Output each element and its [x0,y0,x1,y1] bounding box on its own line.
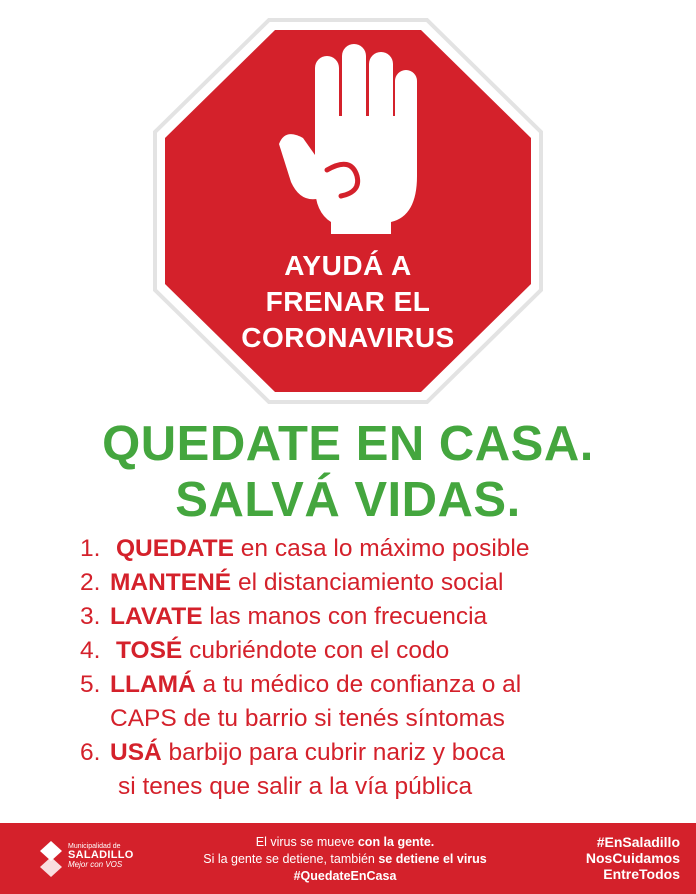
logo-text [68,843,134,869]
step-keyword: MANTENÉ [110,569,232,596]
step-description: en casa lo máximo posible [233,535,530,562]
logo-slogan: Mejor con VOS [68,860,123,869]
step-number: 5. [80,671,101,698]
stop-sign-text [151,248,545,356]
step-description: el distanciamiento social [231,569,504,596]
step-description: barbijo para cubrir nariz y boca [161,739,505,766]
stop-sign-line: AYUDÁ A [284,250,412,281]
saladillo-logo-icon [38,839,64,879]
steps-list [80,532,680,804]
list-item [80,634,680,668]
step-text [110,566,680,600]
step-text [116,634,680,668]
municipality-logo [38,837,158,881]
step-number: 6. [80,739,101,766]
step-number: 3. [80,603,101,630]
headline-line-1: QUEDATE EN CASA. [102,417,594,471]
step-number: 4. [80,637,101,664]
hashtag-line: EntreTodos [603,866,680,882]
step-continuation: si tenes que salir a la vía pública [118,773,473,800]
step-text [110,736,680,770]
step-text [110,600,680,634]
step-keyword: USÁ [110,739,162,766]
list-item [80,736,680,770]
list-item [80,600,680,634]
stop-sign-line: FRENAR EL [265,286,431,317]
step-description: las manos con frecuencia [202,603,488,630]
footer-line-1 [170,834,520,851]
stop-sign [151,16,545,406]
step-keyword: TOSÉ [116,637,183,664]
footer-line-2-text: Si la gente se detiene, también [203,852,379,866]
step-number: 1. [80,535,101,562]
headline [0,416,696,528]
step-number: 2. [80,569,101,596]
footer-line-1-emphasis: con la gente. [357,835,435,849]
step-continuation: CAPS de tu barrio si tenés síntomas [110,705,505,732]
footer-hashtags [540,834,680,882]
headline-line-2: SALVÁ VIDAS. [175,473,521,527]
footer-line-3 [170,868,520,885]
footer-line-2-emphasis: se detiene el virus [378,852,487,866]
step-text [110,668,680,702]
footer-hashtag: #QuedateEnCasa [293,869,397,883]
stop-sign-line: CORONAVIRUS [241,322,455,353]
list-item [80,532,680,566]
logo-name: SALADILLO [68,849,134,861]
hashtag-line: #EnSaladillo [596,834,680,850]
list-item [80,566,680,600]
step-text [116,532,680,566]
logo-small-text: Municipalidad de [68,843,121,850]
footer-line-2 [170,851,520,868]
step-description: a tu médico de confianza o al [195,671,522,698]
hashtag-line: NosCuidamos [585,850,680,866]
step-keyword: QUEDATE [116,535,234,562]
step-description: cubriéndote con el codo [182,637,450,664]
footer-banner [0,823,696,894]
step-keyword: LLAMÁ [110,671,196,698]
list-item [80,668,680,702]
footer-line-1-text: El virus se mueve [255,835,358,849]
step-keyword: LAVATE [110,603,203,630]
footer-message [170,834,520,885]
